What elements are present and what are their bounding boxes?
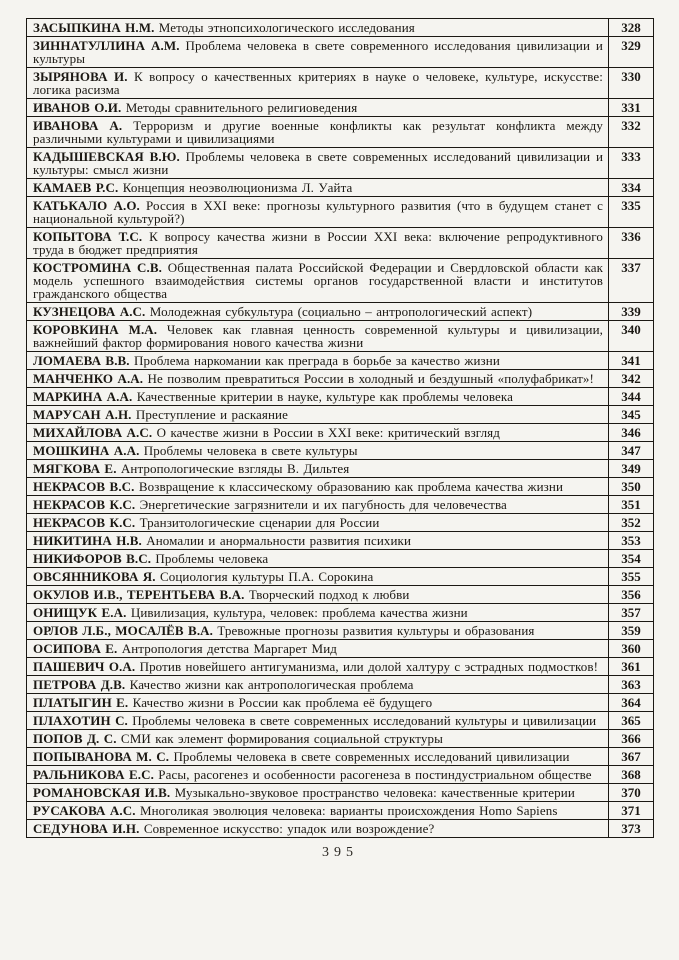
table-row <box>27 148 654 179</box>
entry-author: МИХАЙЛОВА А.С. <box>33 425 153 440</box>
entry-page-number: 350 <box>609 478 654 496</box>
table-row <box>27 676 654 694</box>
entry-author: РУСАКОВА А.С. <box>33 803 136 818</box>
table-row <box>27 197 654 228</box>
entry-author: СЕДУНОВА И.Н. <box>33 821 140 836</box>
entry-title: Качество жизни как антропологическая проблема <box>129 677 414 692</box>
table-row <box>27 766 654 784</box>
entry-author: КУЗНЕЦОВА А.С. <box>33 304 146 319</box>
entry-page-number: 330 <box>609 68 654 99</box>
entry-title: О качестве жизни в России в XXI веке: критический взгляд <box>156 425 500 440</box>
entry-page-number: 333 <box>609 148 654 179</box>
entry-title: СМИ как элемент формирования социальной структуры <box>120 731 443 746</box>
entry-author: РАЛЬНИКОВА Е.С. <box>33 767 154 782</box>
entry-title: Терроризм и другие военные конфликты как результат конфликта между различными культурами и цивилизациями <box>33 118 603 146</box>
entry-title: Возвращение к классическому образованию как проблема качества жизни <box>138 479 564 494</box>
entry-page-number: 339 <box>609 303 654 321</box>
entry-page-number: 329 <box>609 37 654 68</box>
entry-text <box>27 676 609 694</box>
entry-title: К вопросу о качественных критериях в науке о человеке, культуре, искусстве: логика расизма <box>33 69 603 97</box>
table-row <box>27 228 654 259</box>
entry-author: НЕКРАСОВ В.С. <box>33 479 135 494</box>
entry-page-number: 357 <box>609 604 654 622</box>
entry-text <box>27 99 609 117</box>
entry-text <box>27 197 609 228</box>
entry-text <box>27 802 609 820</box>
table-row <box>27 388 654 406</box>
entry-text <box>27 424 609 442</box>
table-row <box>27 550 654 568</box>
table-row <box>27 68 654 99</box>
entry-author: КОСТРОМИНА С.В. <box>33 260 163 275</box>
entry-page-number: 340 <box>609 321 654 352</box>
table-row <box>27 442 654 460</box>
entry-title: Транзитологические сценарии для России <box>139 515 380 530</box>
entry-author: ОСИПОВА Е. <box>33 641 118 656</box>
entry-page-number: 337 <box>609 259 654 303</box>
entry-title: Концепция неоэволюционизма Л. Уайта <box>122 180 353 195</box>
table-row <box>27 694 654 712</box>
entry-text <box>27 748 609 766</box>
entry-text <box>27 388 609 406</box>
entry-title: Россия в XXI веке: прогнозы культурного развития (что в будущем станет с национальной культурой?) <box>33 198 603 226</box>
entry-page-number: 366 <box>609 730 654 748</box>
table-row <box>27 303 654 321</box>
entry-text <box>27 658 609 676</box>
entry-page-number: 345 <box>609 406 654 424</box>
entry-text <box>27 586 609 604</box>
entry-author: НЕКРАСОВ К.С. <box>33 497 136 512</box>
entry-author: ОНИЩУК Е.А. <box>33 605 127 620</box>
entry-author: МАРУСАН А.Н. <box>33 407 132 422</box>
entry-title: Творческий подход к любви <box>248 587 410 602</box>
entry-author: МЯГКОВА Е. <box>33 461 117 476</box>
entry-text <box>27 442 609 460</box>
entry-title: К вопросу качества жизни в России XXI века: включение репродуктивного труда в бюджет предприятия <box>33 229 603 257</box>
entry-author: ПЛАХОТИН С. <box>33 713 128 728</box>
entry-page-number: 359 <box>609 622 654 640</box>
entry-author: КОРОВКИНА М.А. <box>33 322 158 337</box>
entry-title: Антропология детства Маргарет Мид <box>121 641 337 656</box>
entry-page-number: 363 <box>609 676 654 694</box>
entry-page-number: 355 <box>609 568 654 586</box>
entry-text <box>27 514 609 532</box>
table-row <box>27 820 654 838</box>
entry-author: КАМАЕВ Р.С. <box>33 180 119 195</box>
entry-page-number: 335 <box>609 197 654 228</box>
table-row <box>27 748 654 766</box>
entry-page-number: 332 <box>609 117 654 148</box>
entry-author: ОВСЯННИКОВА Я. <box>33 569 156 584</box>
entry-title: Энергетические загрязнители и их пагубность для человечества <box>139 497 507 512</box>
entry-text <box>27 352 609 370</box>
entry-page-number: 371 <box>609 802 654 820</box>
entry-page-number: 336 <box>609 228 654 259</box>
entry-title: Качественные критерии в науке, культуре как проблемы человека <box>136 389 513 404</box>
table-row <box>27 496 654 514</box>
table-row <box>27 712 654 730</box>
footer-page-number: 395 <box>322 845 358 860</box>
entry-page-number: 361 <box>609 658 654 676</box>
entry-page-number: 368 <box>609 766 654 784</box>
entry-author: ОКУЛОВ И.В., ТЕРЕНТЬЕВА В.А. <box>33 587 245 602</box>
entry-title: Многоликая эволюция человека: варианты происхождения Homo Sapiens <box>139 803 558 818</box>
table-row <box>27 784 654 802</box>
entry-author: РОМАНОВСКАЯ И.В. <box>33 785 171 800</box>
entry-text <box>27 19 609 37</box>
entry-author: ИВАНОВ О.И. <box>33 100 122 115</box>
entry-text <box>27 604 609 622</box>
entry-text <box>27 694 609 712</box>
entry-page-number: 344 <box>609 388 654 406</box>
table-row <box>27 424 654 442</box>
table-row <box>27 568 654 586</box>
entry-author: ПОПЫВАНОВА М. С. <box>33 749 170 764</box>
table-row <box>27 406 654 424</box>
table-row <box>27 478 654 496</box>
entry-title: Качество жизни в России как проблема её будущего <box>132 695 433 710</box>
entry-author: МОШКИНА А.А. <box>33 443 140 458</box>
entry-page-number: 334 <box>609 179 654 197</box>
entry-title: Методы сравнительного религиоведения <box>125 100 358 115</box>
entry-page-number: 331 <box>609 99 654 117</box>
entry-title: Против новейшего антигуманизма, или долой халтуру с эстрадных подмостков! <box>139 659 599 674</box>
table-row <box>27 604 654 622</box>
entry-author: ЗИННАТУЛЛИНА А.М. <box>33 38 180 53</box>
table-row <box>27 99 654 117</box>
entry-text <box>27 370 609 388</box>
entry-text <box>27 117 609 148</box>
entry-page-number: 349 <box>609 460 654 478</box>
table-row <box>27 179 654 197</box>
table-row <box>27 321 654 352</box>
entry-title: Антропологические взгляды В. Дильтея <box>120 461 350 476</box>
entry-page-number: 353 <box>609 532 654 550</box>
entry-text <box>27 259 609 303</box>
entry-text <box>27 37 609 68</box>
entry-title: Аномалии и анормальности развития психики <box>146 533 412 548</box>
entry-author: КАДЫШЕВСКАЯ В.Ю. <box>33 149 180 164</box>
entry-page-number: 373 <box>609 820 654 838</box>
entry-text <box>27 228 609 259</box>
table-row <box>27 640 654 658</box>
entry-author: НИКИФОРОВ В.С. <box>33 551 152 566</box>
entry-text <box>27 766 609 784</box>
entry-page-number: 365 <box>609 712 654 730</box>
entry-author: ЗАСЫПКИНА Н.М. <box>33 20 155 35</box>
table-row <box>27 658 654 676</box>
entry-page-number: 351 <box>609 496 654 514</box>
entry-page-number: 341 <box>609 352 654 370</box>
entry-page-number: 352 <box>609 514 654 532</box>
entry-text <box>27 820 609 838</box>
entry-title: Социология культуры П.А. Сорокина <box>160 569 374 584</box>
table-row <box>27 730 654 748</box>
entry-author: ОРЛОВ Л.Б., МОСАЛЁВ В.А. <box>33 623 214 638</box>
table-row <box>27 117 654 148</box>
entry-title: Проблемы человека в свете культуры <box>143 443 358 458</box>
entry-author: НИКИТИНА Н.В. <box>33 533 142 548</box>
entry-title: Человек как главная ценность современной культуры и цивилизации, важнейший фактор формирования нового качества жизни <box>33 322 603 350</box>
entry-author: ПАШЕВИЧ О.А. <box>33 659 136 674</box>
table-row <box>27 259 654 303</box>
entry-page-number: 370 <box>609 784 654 802</box>
entry-page-number: 354 <box>609 550 654 568</box>
entry-title: Тревожные прогнозы развития культуры и образования <box>217 623 535 638</box>
entry-title: Молодежная субкультура (социально – антропологический аспект) <box>149 304 533 319</box>
table-row <box>27 19 654 37</box>
entry-text <box>27 532 609 550</box>
entry-author: ПОПОВ Д. С. <box>33 731 117 746</box>
entry-page-number: 356 <box>609 586 654 604</box>
entry-author: ЛОМАЕВА В.В. <box>33 353 130 368</box>
table-row <box>27 622 654 640</box>
entry-author: ПЕТРОВА Д.В. <box>33 677 126 692</box>
entry-text <box>27 550 609 568</box>
entry-author: КАТЬКАЛО А.О. <box>33 198 140 213</box>
table-row <box>27 352 654 370</box>
entry-text <box>27 179 609 197</box>
entry-title: Цивилизация, культура, человек: проблема качества жизни <box>130 605 468 620</box>
entry-author: МАРКИНА А.А. <box>33 389 133 404</box>
entry-page-number: 328 <box>609 19 654 37</box>
entry-text <box>27 640 609 658</box>
entry-title: Расы, расогенез и особенности расогенеза в постиндустриальном обществе <box>158 767 592 782</box>
entry-text <box>27 68 609 99</box>
entry-title: Современное искусство: упадок или возрождение? <box>143 821 435 836</box>
entry-author: ЗЫРЯНОВА И. <box>33 69 128 84</box>
entry-text <box>27 460 609 478</box>
entry-text <box>27 568 609 586</box>
entry-page-number: 364 <box>609 694 654 712</box>
table-row <box>27 460 654 478</box>
entry-title: Проблемы человека в свете современных исследований культуры и цивилизации <box>132 713 597 728</box>
entry-text <box>27 496 609 514</box>
entry-title: Общественная палата Российской Федерации и Свердловской области как модель успешного взаимодействия системы органов государственной власти и институтов гражданского общества <box>33 260 603 301</box>
entry-page-number: 367 <box>609 748 654 766</box>
entry-text <box>27 406 609 424</box>
entry-author: ИВАНОВА А. <box>33 118 123 133</box>
entry-title: Проблемы человека в свете современных исследований цивилизации <box>173 749 570 764</box>
entry-text <box>27 478 609 496</box>
table-row <box>27 586 654 604</box>
entry-text <box>27 622 609 640</box>
entry-author: МАНЧЕНКО А.А. <box>33 371 144 386</box>
toc-table <box>26 18 654 838</box>
entry-text <box>27 784 609 802</box>
entry-title: Проблемы человека <box>155 551 269 566</box>
entry-text <box>27 730 609 748</box>
table-row <box>27 370 654 388</box>
entry-text <box>27 712 609 730</box>
entry-author: ПЛАТЫГИН Е. <box>33 695 129 710</box>
entry-title: Проблемы человека в свете современных исследований цивилизации и культуры: смысл жизни <box>33 149 604 177</box>
entry-title: Музыкально-звуковое пространство человека: качественные критерии <box>174 785 575 800</box>
entry-title: Проблема наркомании как преграда в борьбе за качество жизни <box>134 353 500 368</box>
entry-title: Не позволим превратиться России в холодный и бездушный «полуфабрикат»! <box>147 371 594 386</box>
entry-author: КОПЫТОВА Т.С. <box>33 229 143 244</box>
table-row <box>27 37 654 68</box>
table-row <box>27 802 654 820</box>
entry-text <box>27 148 609 179</box>
entry-page-number: 342 <box>609 370 654 388</box>
entry-title: Методы этнопсихологического исследования <box>158 20 415 35</box>
entry-page-number: 360 <box>609 640 654 658</box>
entry-page-number: 346 <box>609 424 654 442</box>
entry-author: НЕКРАСОВ К.С. <box>33 515 136 530</box>
table-row <box>27 514 654 532</box>
entry-text <box>27 321 609 352</box>
table-row <box>27 532 654 550</box>
entry-title: Проблема человека в свете современного исследования цивилизации и культуры <box>33 38 603 66</box>
toc-table-body <box>27 19 654 838</box>
entry-page-number: 347 <box>609 442 654 460</box>
entry-text <box>27 303 609 321</box>
entry-title: Преступление и раскаяние <box>135 407 288 422</box>
